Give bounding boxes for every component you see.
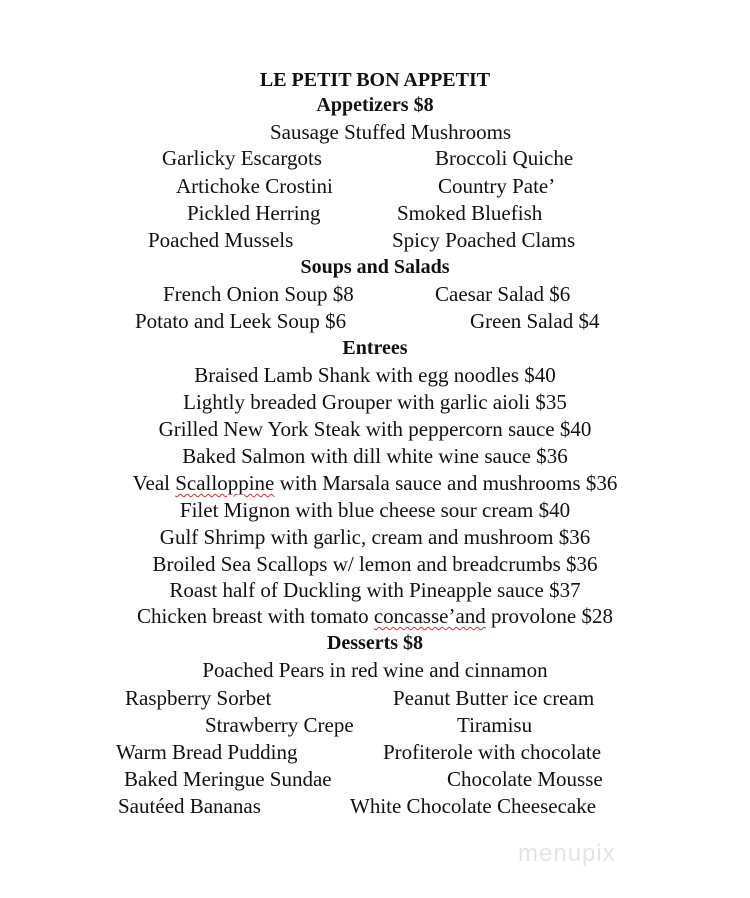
menu-item: Spicy Poached Clams	[392, 228, 576, 252]
watermark: menupix	[518, 840, 616, 867]
misspelled-word: Scalloppine	[175, 471, 275, 495]
menu-item: Potato and Leek Soup $6	[135, 309, 347, 333]
menu-item: Braised Lamb Shank with egg noodles $40	[194, 363, 556, 387]
item-text: Veal	[132, 471, 176, 495]
item-text: provolone $28	[485, 604, 613, 628]
item-text: Chicken breast with tomato	[137, 604, 374, 628]
menu-item: Raspberry Sorbet	[125, 686, 272, 710]
menu-item: French Onion Soup $8	[163, 282, 354, 306]
menu-item	[0, 471, 750, 495]
menu-item: Peanut Butter ice cream	[393, 686, 595, 710]
desserts-heading: Desserts $8	[326, 632, 424, 654]
menu-item: Smoked Bluefish	[397, 201, 543, 225]
menu-item: Baked Meringue Sundae	[124, 767, 332, 791]
menu-item: Baked Salmon with dill white wine sauce $36	[182, 444, 568, 468]
menu-item: Sausage Stuffed Mushrooms	[270, 120, 512, 144]
menu-item: Filet Mignon with blue cheese sour cream $40	[179, 498, 571, 522]
menu-item: Poached Pears in red wine and cinnamon	[202, 658, 548, 682]
menu-item: Broccoli Quiche	[435, 146, 574, 170]
menu-item: Warm Bread Pudding	[116, 740, 298, 764]
menu-item: Broiled Sea Scallops w/ lemon and breadcrumbs $36	[152, 552, 598, 576]
menu-item: Sautéed Bananas	[118, 794, 261, 818]
menu-item: Profiterole with chocolate	[383, 740, 602, 764]
misspelled-word: concasse’and	[373, 604, 486, 628]
item-text: with Marsala sauce and mushrooms $36	[274, 471, 618, 495]
menu-item: Chocolate Mousse	[447, 767, 603, 791]
menu-item: Garlicky Escargots	[162, 146, 322, 170]
menu-title: LE PETIT BON APPETIT	[259, 69, 491, 91]
menu-item: Artichoke Crostini	[176, 174, 333, 198]
menu-item: Country Pate’	[438, 174, 556, 198]
entrees-heading: Entrees	[342, 337, 408, 359]
menu-item: Grilled New York Steak with peppercorn sauce $40	[158, 417, 592, 441]
menu-item: Pickled Herring	[187, 201, 321, 225]
menu-item: Tiramisu	[457, 713, 533, 737]
menu-item: Roast half of Duckling with Pineapple sauce $37	[169, 578, 581, 602]
appetizers-heading: Appetizers $8	[316, 94, 434, 116]
menu-item: Lightly breaded Grouper with garlic aioli $35	[183, 390, 567, 414]
menu-item: Poached Mussels	[148, 228, 294, 252]
menu-item: White Chocolate Cheesecake	[350, 794, 597, 818]
menu-item: Strawberry Crepe	[205, 713, 354, 737]
menu-item: Gulf Shrimp with garlic, cream and mushroom $36	[159, 525, 591, 549]
menu-item	[0, 604, 750, 628]
menu-item: Caesar Salad $6	[435, 282, 571, 306]
menu-item: Green Salad $4	[470, 309, 600, 333]
soups-heading: Soups and Salads	[300, 256, 450, 278]
